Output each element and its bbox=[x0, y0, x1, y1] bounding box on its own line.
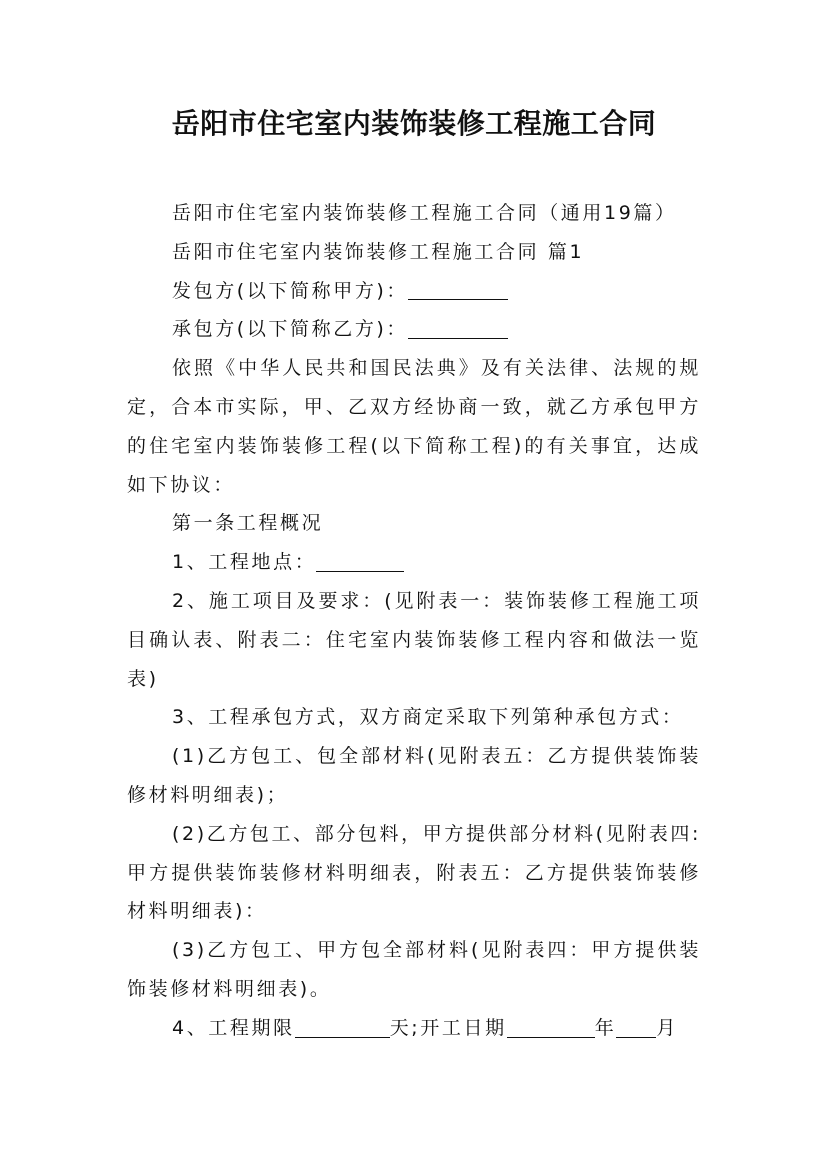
paragraph-option-1: (1)乙方包工、包全部材料(见附表五：乙方提供装饰装修材料明细表)； bbox=[127, 745, 701, 806]
start-year-blank bbox=[507, 1016, 595, 1038]
paragraph-subtitle: 岳阳市住宅室内装饰装修工程施工合同（通用19篇） bbox=[172, 202, 677, 224]
paragraph-contract-method: 3、工程承包方式，双方商定采取下列第种承包方式： bbox=[172, 706, 684, 729]
duration-days-blank bbox=[295, 1016, 390, 1038]
month-label: 月 bbox=[656, 1016, 678, 1039]
start-month-blank bbox=[616, 1016, 656, 1038]
paragraph-section-heading: 岳阳市住宅室内装饰装修工程施工合同 篇1 bbox=[172, 240, 585, 263]
paragraph-article-one: 第一条工程概况 bbox=[172, 512, 324, 535]
party-b-label: 承包方(以下简称乙方)： bbox=[172, 318, 409, 341]
duration-label: 4、工程期限 bbox=[172, 1016, 295, 1039]
paragraph-option-2: (2)乙方包工、部分包料，甲方提供部分材料(见附表四:甲方提供装饰装修材料明细表，附表五：乙方提供装饰装修材料明细表)： bbox=[127, 822, 701, 923]
paragraph-party-a bbox=[127, 272, 701, 311]
paragraph-party-b bbox=[127, 310, 701, 349]
party-a-label: 发包方(以下简称甲方)： bbox=[172, 279, 409, 302]
paragraph-items: 2、施工项目及要求：(见附表一：装饰装修工程施工项目确认表、附表二：住宅室内装饰装修工程内容和做法一览表) bbox=[127, 589, 701, 690]
paragraph-location bbox=[127, 543, 701, 582]
year-label: 年 bbox=[594, 1016, 617, 1039]
location-label: 1、工程地点： bbox=[172, 551, 317, 574]
party-a-blank-field bbox=[408, 279, 508, 301]
paragraph-preamble: 依照《中华人民共和国民法典》及有关法律、法规的规定，合本市实际，甲、乙双方经协商一致，就乙方承包甲方的住宅室内装饰装修工程(以下简称工程)的有关事宜，达成如下协议： bbox=[127, 357, 701, 496]
location-blank-field bbox=[316, 550, 404, 572]
party-b-blank-field bbox=[408, 317, 508, 339]
document-title: 岳阳市住宅室内装饰装修工程施工合同 bbox=[171, 107, 657, 140]
document-body bbox=[127, 194, 701, 1048]
paragraph-option-3: (3)乙方包工、甲方包全部材料(见附表四：甲方提供装饰装修材料明细表)。 bbox=[127, 939, 701, 1000]
start-date-label: 天;开工日期 bbox=[389, 1016, 507, 1039]
paragraph-duration bbox=[127, 1009, 701, 1048]
